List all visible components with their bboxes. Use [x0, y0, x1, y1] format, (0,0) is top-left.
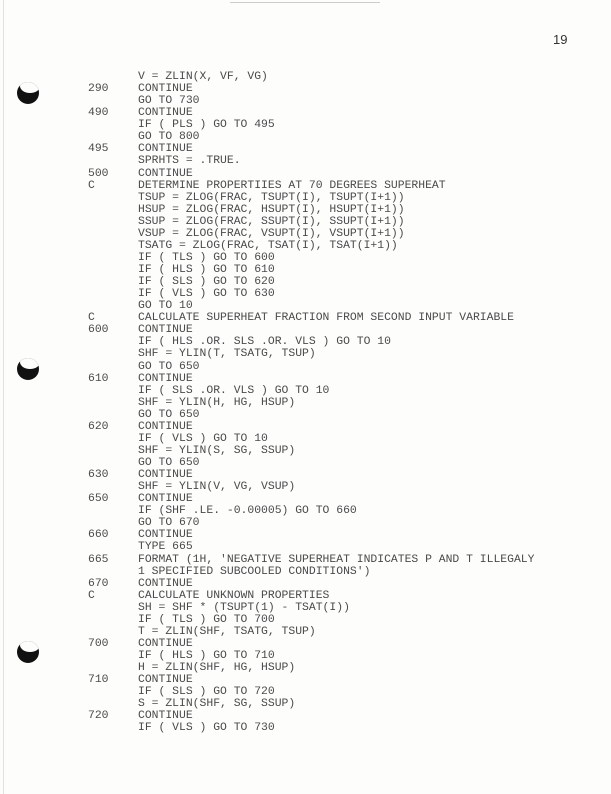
code-statement: IF ( HLS ) GO TO 710	[138, 650, 275, 662]
code-line	[0, 300, 611, 312]
statement-label: C	[88, 312, 95, 325]
scan-edge-line	[230, 2, 380, 3]
code-line	[0, 228, 611, 240]
code-line	[0, 662, 611, 674]
code-line	[0, 409, 611, 421]
code-line	[0, 602, 611, 614]
code-line	[0, 361, 611, 373]
code-line	[0, 348, 611, 360]
code-statement: GO TO 650	[138, 408, 200, 421]
code-line	[0, 421, 611, 433]
code-line	[0, 674, 611, 686]
code-line	[0, 650, 611, 662]
code-line	[0, 252, 611, 264]
code-line	[0, 180, 611, 192]
code-statement: CONTINUE	[138, 710, 193, 723]
code-line	[0, 168, 611, 180]
statement-label: 600	[88, 324, 109, 337]
code-statement: CONTINUE	[138, 493, 193, 506]
code-statement: IF ( SLS ) GO TO 720	[138, 686, 275, 699]
statement-label: 630	[88, 469, 109, 482]
code-line	[0, 119, 611, 131]
code-statement: SH = SHF * (TSUPT(1) - TSAT(I))	[138, 601, 350, 614]
code-statement: V = ZLIN(X, VF, VG)	[138, 71, 268, 83]
page-number: 19	[553, 32, 568, 47]
code-line	[0, 312, 611, 324]
code-line	[0, 324, 611, 336]
code-statement: TSUP = ZLOG(FRAC, TSUPT(I), TSUPT(I+1))	[138, 191, 405, 204]
code-statement: IF ( VLS ) GO TO 630	[138, 288, 275, 301]
code-statement: CALCULATE UNKNOWN PROPERTIES	[138, 589, 330, 602]
statement-label: 710	[88, 674, 109, 687]
code-statement: SHF = YLIN(S, SG, SSUP)	[138, 444, 296, 457]
statement-label: 495	[88, 143, 109, 156]
code-statement: SHF = YLIN(H, HG, HSUP)	[138, 396, 296, 409]
code-line	[0, 590, 611, 602]
code-statement: IF ( HLS .OR. SLS .OR. VLS ) GO TO 10	[138, 336, 391, 349]
statement-label: 650	[88, 493, 109, 506]
statement-label: 490	[88, 107, 109, 120]
code-statement: CONTINUE	[138, 469, 193, 482]
code-line	[0, 264, 611, 276]
code-statement: IF ( HLS ) GO TO 610	[138, 264, 275, 276]
statement-label: 670	[88, 577, 109, 590]
code-line	[0, 216, 611, 228]
code-statement: IF ( VLS ) GO TO 10	[138, 432, 268, 445]
code-line	[0, 204, 611, 216]
code-line	[0, 626, 611, 638]
code-statement: IF (SHF .LE. -0.00005) GO TO 660	[138, 505, 357, 518]
code-statement: FORMAT (1H, 'NEGATIVE SUPERHEAT INDICATES P AND T ILLEGALY	[138, 553, 535, 566]
statement-label: 720	[88, 710, 109, 723]
code-line	[0, 505, 611, 517]
statement-label: 610	[88, 372, 109, 385]
code-line	[0, 554, 611, 566]
code-line	[0, 445, 611, 457]
code-line	[0, 71, 611, 83]
code-line	[0, 336, 611, 348]
code-statement: DETERMINE PROPERTIIES AT 70 DEGREES SUPERHEAT	[138, 179, 446, 192]
code-line	[0, 276, 611, 288]
code-statement: CONTINUE	[138, 637, 193, 650]
code-statement: IF ( VLS ) GO TO 730	[138, 722, 275, 735]
code-line	[0, 566, 611, 578]
code-line	[0, 131, 611, 143]
code-statement: CONTINUE	[138, 577, 193, 590]
statement-label: 660	[88, 529, 109, 542]
code-statement: IF ( TLS ) GO TO 600	[138, 251, 275, 264]
statement-label: 700	[88, 637, 109, 650]
code-statement: GO TO 650	[138, 360, 200, 373]
code-statement: CONTINUE	[138, 372, 193, 385]
code-line	[0, 385, 611, 397]
code-line	[0, 373, 611, 385]
code-line	[0, 614, 611, 626]
code-line	[0, 288, 611, 300]
code-line	[0, 192, 611, 204]
code-line	[0, 481, 611, 493]
code-statement: T = ZLIN(SHF, TSATG, TSUP)	[138, 625, 316, 638]
code-statement: GO TO 650	[138, 457, 200, 469]
code-statement: CONTINUE	[138, 420, 193, 433]
code-statement: SSUP = ZLOG(FRAC, SSUPT(I), SSUPT(I+1))	[138, 215, 405, 228]
code-statement: 1 SPECIFIED SUBCOOLED CONDITIONS')	[138, 565, 371, 578]
code-statement: IF ( TLS ) GO TO 700	[138, 613, 275, 626]
code-line	[0, 541, 611, 553]
code-statement: CONTINUE	[138, 324, 193, 337]
code-statement: S = ZLIN(SHF, SG, SSUP)	[138, 698, 296, 711]
code-statement: H = ZLIN(SHF, HG, HSUP)	[138, 662, 296, 675]
code-statement: CONTINUE	[138, 83, 193, 96]
statement-label: 620	[88, 420, 109, 433]
code-statement: CONTINUE	[138, 167, 193, 180]
code-line	[0, 698, 611, 710]
code-line	[0, 710, 611, 722]
statement-label: C	[88, 589, 95, 602]
statement-label: 500	[88, 167, 109, 180]
code-line	[0, 397, 611, 409]
code-line	[0, 240, 611, 252]
code-statement: IF ( PLS ) GO TO 495	[138, 119, 275, 132]
code-line	[0, 722, 611, 734]
code-line	[0, 517, 611, 529]
statement-label: 665	[88, 553, 109, 566]
code-line	[0, 95, 611, 107]
code-statement: SHF = YLIN(V, VG, VSUP)	[138, 481, 296, 494]
code-line	[0, 493, 611, 505]
code-statement: CONTINUE	[138, 107, 193, 120]
code-line	[0, 457, 611, 469]
code-statement: VSUP = ZLOG(FRAC, VSUPT(I), VSUPT(I+1))	[138, 227, 405, 240]
code-line	[0, 529, 611, 541]
code-statement: CONTINUE	[138, 529, 193, 542]
code-line	[0, 638, 611, 650]
code-line	[0, 578, 611, 590]
code-line	[0, 107, 611, 119]
code-statement: GO TO 10	[138, 300, 193, 313]
statement-label: 290	[88, 83, 109, 96]
code-statement: HSUP = ZLOG(FRAC, HSUPT(I), HSUPT(I+1))	[138, 203, 405, 216]
code-statement: SHF = YLIN(T, TSATG, TSUP)	[138, 348, 316, 361]
code-statement: GO TO 670	[138, 517, 200, 530]
code-statement: SPRHTS = .TRUE.	[138, 155, 241, 168]
code-statement: CONTINUE	[138, 143, 193, 156]
code-line	[0, 143, 611, 155]
code-line	[0, 686, 611, 698]
code-line	[0, 469, 611, 481]
code-statement: GO TO 800	[138, 131, 200, 144]
code-statement: TYPE 665	[138, 541, 193, 554]
code-statement: CONTINUE	[138, 674, 193, 687]
code-line	[0, 433, 611, 445]
code-line	[0, 83, 611, 95]
code-statement: TSATG = ZLOG(FRAC, TSAT(I), TSAT(I+1))	[138, 239, 398, 252]
code-statement: CALCULATE SUPERHEAT FRACTION FROM SECOND INPUT VARIABLE	[138, 312, 514, 325]
statement-label: C	[88, 179, 95, 192]
code-statement: GO TO 730	[138, 95, 200, 108]
code-statement: IF ( SLS .OR. VLS ) GO TO 10	[138, 384, 330, 397]
fortran-code-listing	[0, 71, 611, 734]
code-statement: IF ( SLS ) GO TO 620	[138, 276, 275, 289]
code-line	[0, 155, 611, 167]
